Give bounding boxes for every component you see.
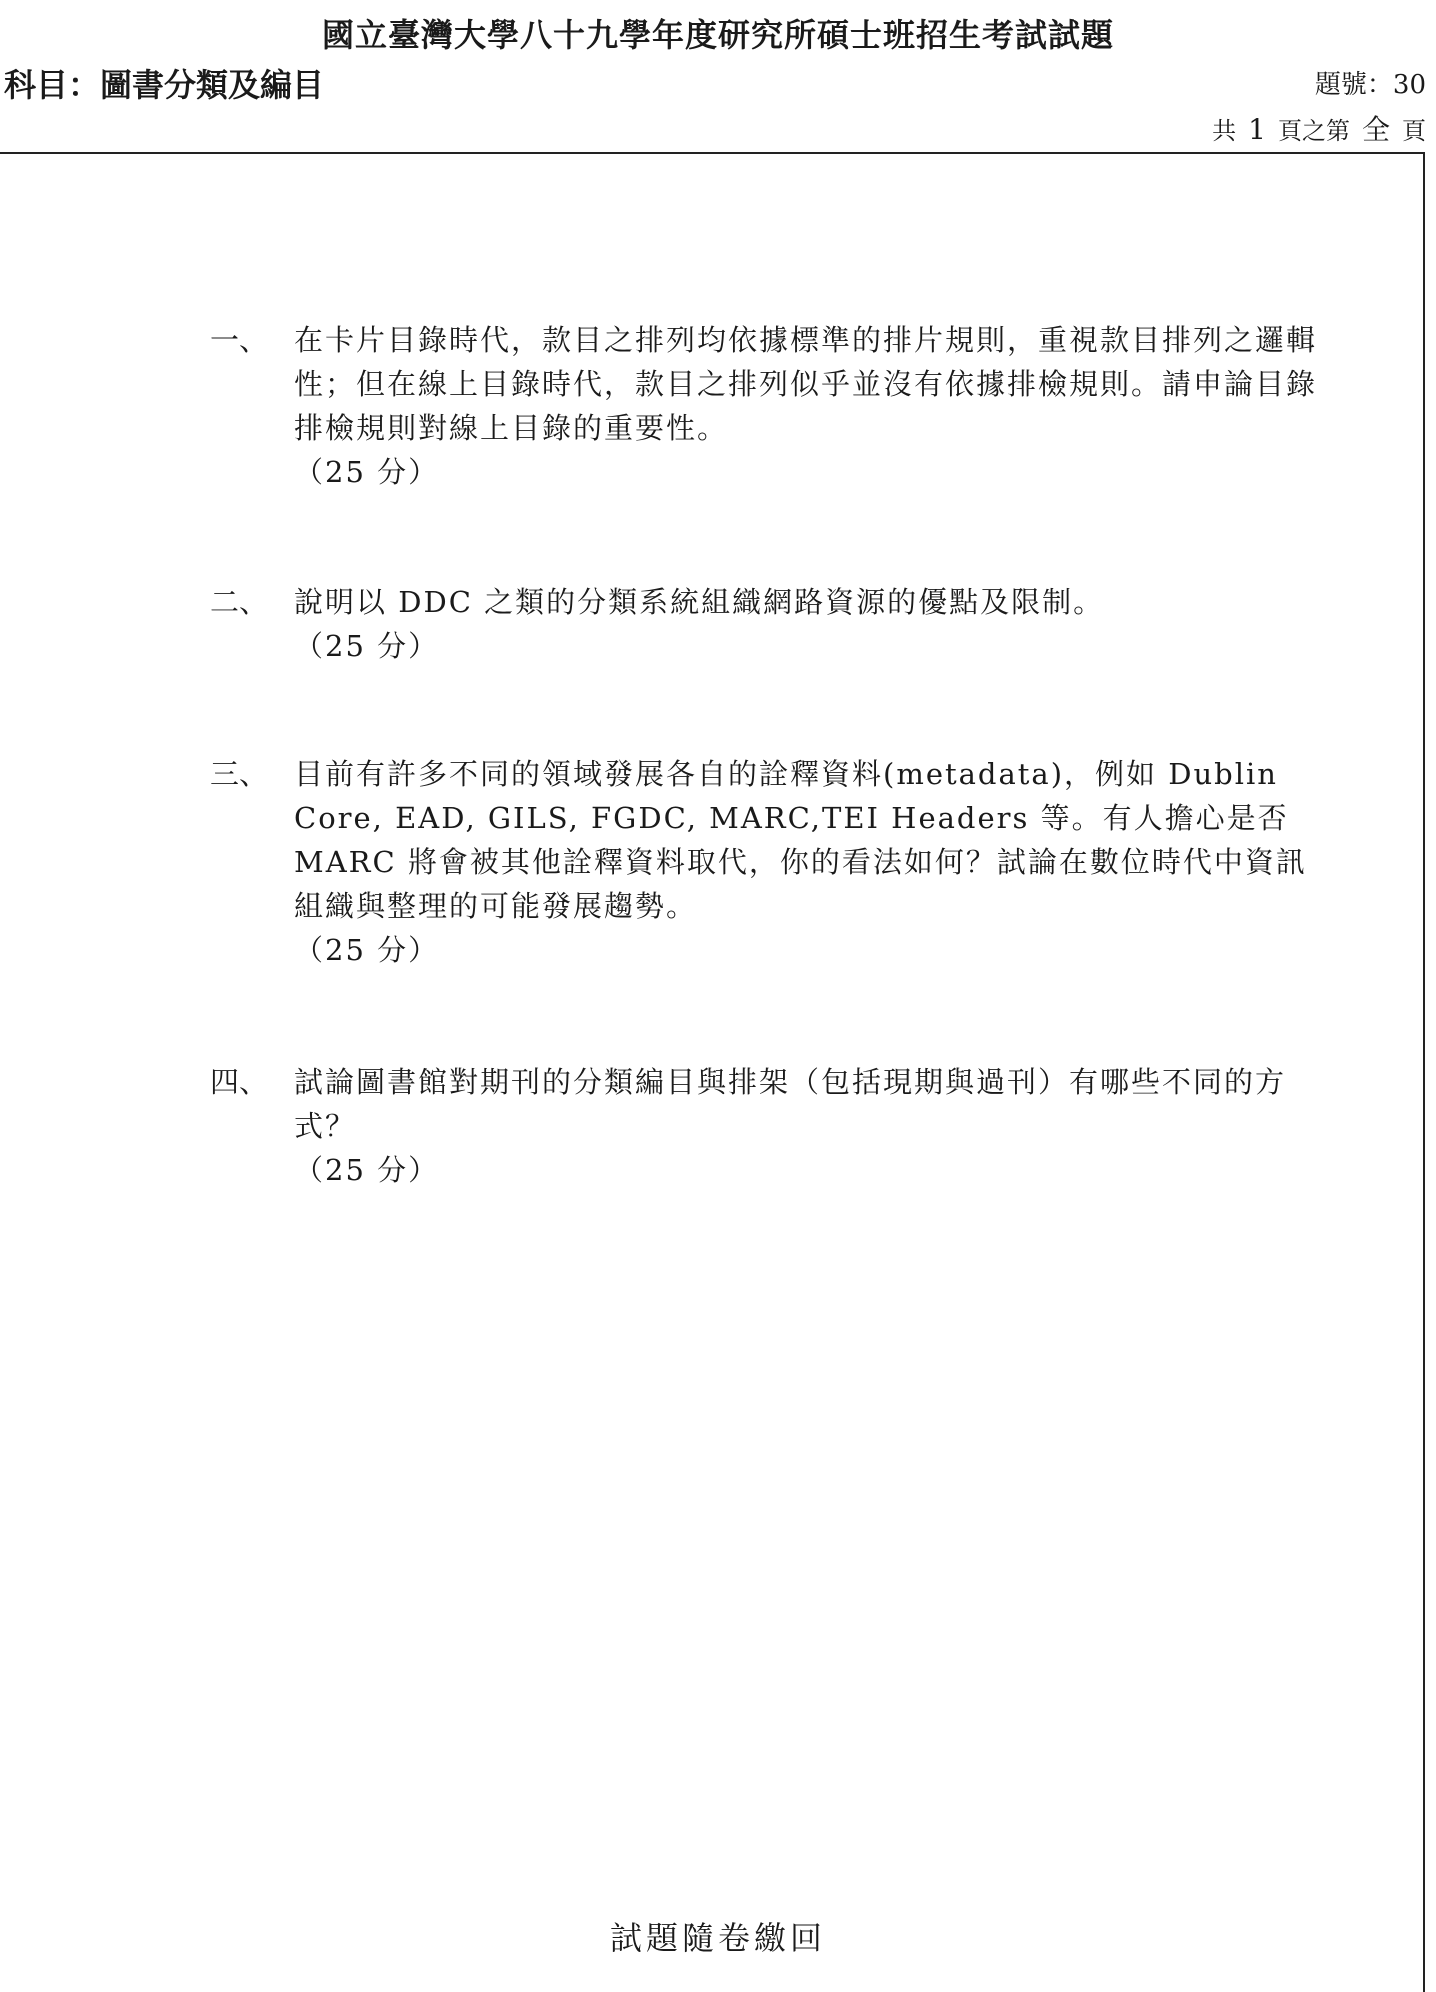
page-suffix: 頁	[1402, 117, 1426, 145]
question-text: 目前有許多不同的領域發展各自的詮釋資料(metadata)，例如 Dublin Core, EAD, GILS, FGDC, MARC,TEI Headers 等。有人擔心是否 MARC 將會被其他詮釋資料取代，你的看法如何？試論在數位時代中資訊組織與整理的可能發展趨勢。	[294, 757, 1307, 923]
subject-label: 科目：圖書分類及編目	[4, 66, 325, 104]
question-score: （25 分）	[294, 1153, 440, 1187]
page-current: 全	[1361, 113, 1390, 146]
page-total-prefix: 共	[1212, 117, 1237, 145]
question-1	[210, 318, 1330, 494]
page-info	[1212, 108, 1426, 148]
question-number: 題號：30	[1314, 70, 1426, 100]
question-score: （25 分）	[294, 455, 440, 489]
page-total: 1	[1248, 113, 1266, 146]
question-text: 說明以 DDC 之類的分類系統組織網路資源的優點及限制。	[294, 585, 1105, 619]
footer-note: 試題隨卷繳回	[609, 1919, 826, 1957]
question-label: 四、	[210, 1065, 269, 1099]
question-text: 試論圖書館對期刊的分類編目與排架（包括現期與過刊）有哪些不同的方式？	[294, 1065, 1287, 1143]
question-2	[210, 580, 1330, 668]
question-label: 一、	[210, 323, 269, 357]
question-score: （25 分）	[294, 629, 440, 663]
question-3	[210, 752, 1330, 972]
exam-title: 國立臺灣大學八十九學年度研究所碩士班招生考試試題	[321, 16, 1114, 54]
question-score: （25 分）	[294, 933, 440, 967]
question-label: 二、	[210, 585, 269, 619]
question-label: 三、	[210, 757, 269, 791]
question-4	[210, 1060, 1330, 1192]
page-mid: 頁之第	[1277, 117, 1350, 145]
question-text: 在卡片目錄時代，款目之排列均依據標準的排片規則，重視款目排列之邏輯性；但在線上目錄時代，款目之排列似乎並沒有依據排檢規則。請申論目錄排檢規則對線上目錄的重要性。	[294, 323, 1318, 445]
